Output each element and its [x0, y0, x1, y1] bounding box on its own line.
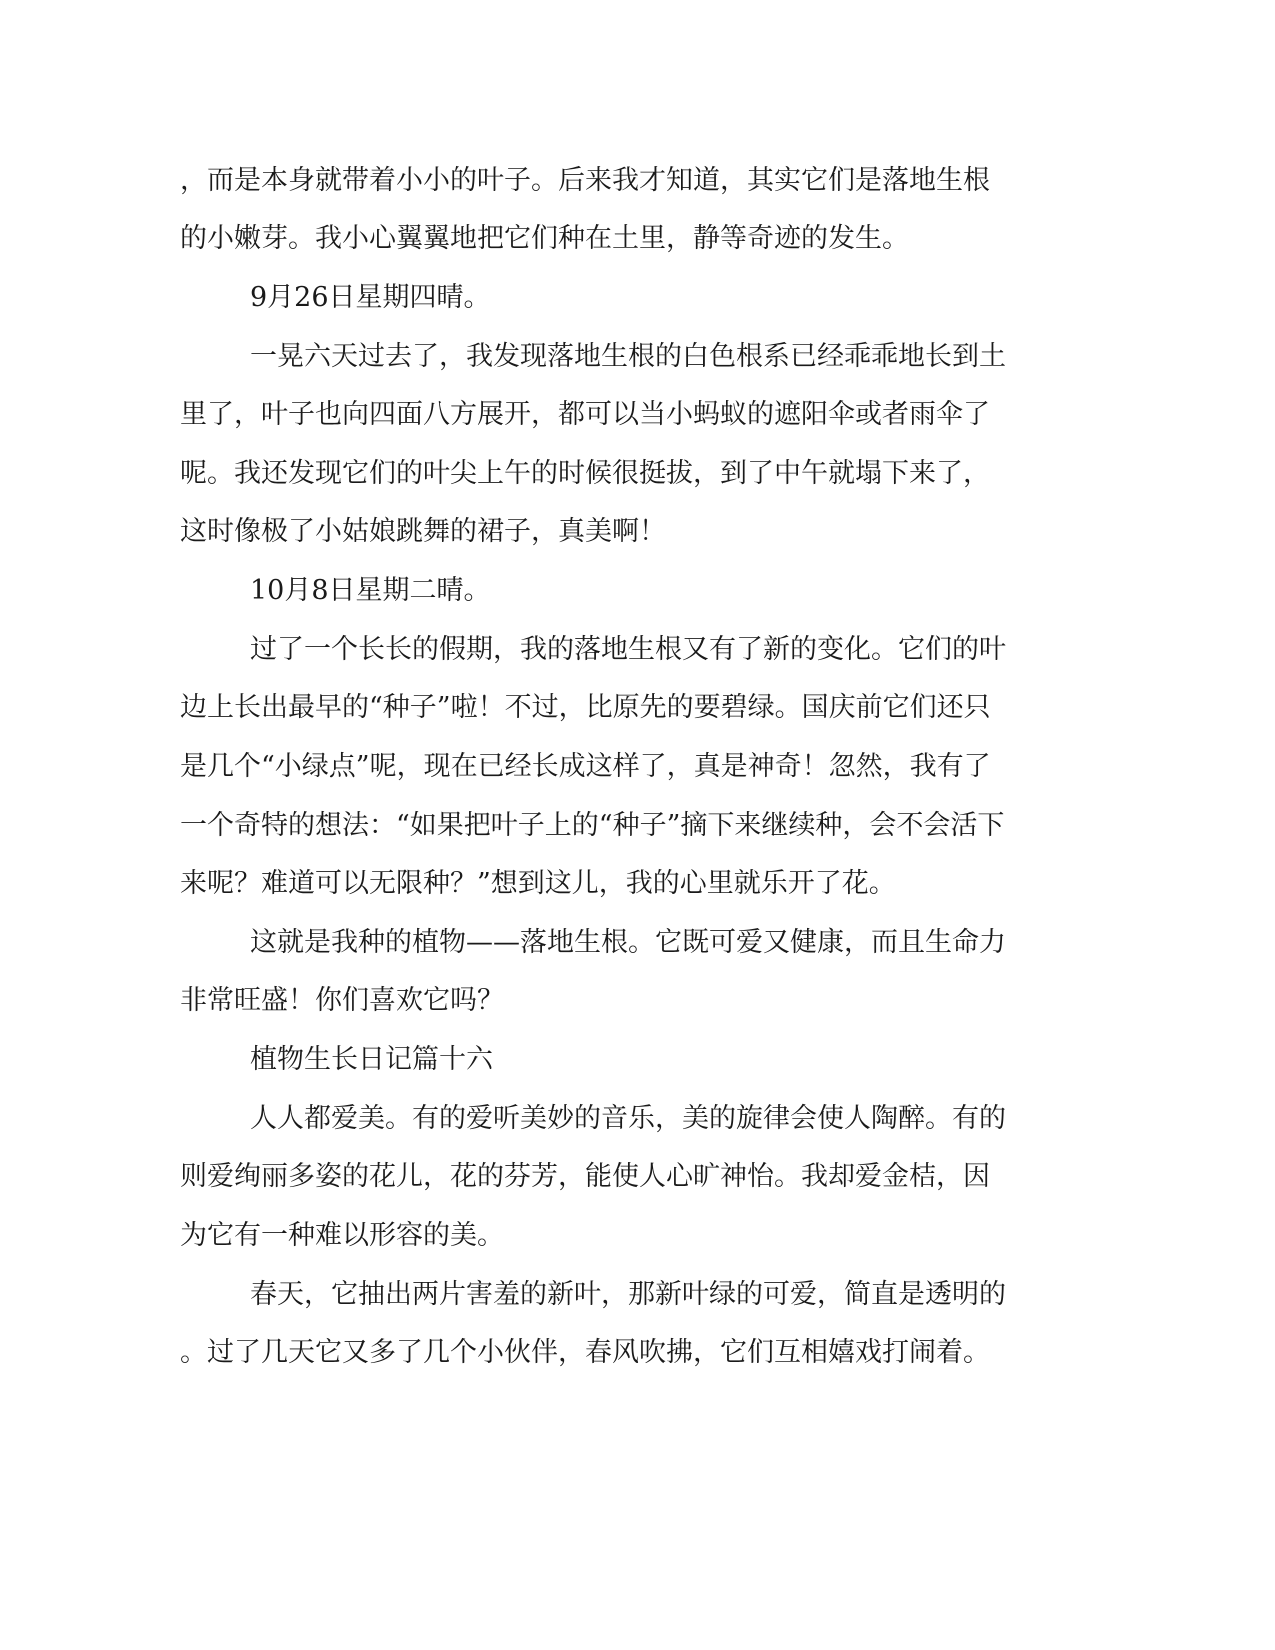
paragraph-line: ，而是本身就带着小小的叶子。后来我才知道，其实它们是落地生根 [180, 165, 990, 196]
paragraph-line: 里了，叶子也向四面八方展开，都可以当小蚂蚁的遮阳伞或者雨伞了 [180, 399, 990, 430]
paragraph-line: 春天，它抽出两片害羞的新叶，那新叶绿的可爱，简直是透明的 [250, 1279, 1006, 1310]
paragraph-line: 为它有一种难以形容的美。 [180, 1220, 504, 1251]
section-heading: 植物生长日记篇十六 [250, 1044, 493, 1075]
paragraph-line: 这就是我种的植物——落地生根。它既可爱又健康，而且生命力 [250, 927, 1006, 958]
paragraph-line: 边上长出最早的“种子”啦！不过，比原先的要碧绿。国庆前它们还只 [180, 692, 991, 723]
paragraph-line: 呢。我还发现它们的叶尖上午的时候很挺拔，到了中午就塌下来了， [180, 458, 990, 489]
paragraph-line: 来呢？难道可以无限种？”想到这儿，我的心里就乐开了花。 [180, 868, 896, 899]
paragraph-line: 则爱绚丽多姿的花儿，花的芬芳，能使人心旷神怡。我却爱金桔，因 [180, 1161, 990, 1192]
paragraph-line: 人人都爱美。有的爱听美妙的音乐，美的旋律会使人陶醉。有的 [250, 1103, 1006, 1134]
paragraph-line: 这时像极了小姑娘跳舞的裙子，真美啊！ [180, 516, 666, 547]
paragraph-line: 非常旺盛！你们喜欢它吗？ [180, 985, 504, 1016]
diary-date-heading: 9月26日星期四晴。 [250, 282, 491, 313]
paragraph-line: 。过了几天它又多了几个小伙伴，春风吹拂，它们互相嬉戏打闹着。 [180, 1337, 990, 1368]
paragraph-line: 是几个“小绿点”呢，现在已经长成这样了，真是神奇！忽然，我有了 [180, 751, 991, 782]
diary-date-heading: 10月8日星期二晴。 [250, 575, 491, 606]
paragraph-line: 的小嫩芽。我小心翼翼地把它们种在土里，静等奇迹的发生。 [180, 223, 909, 254]
paragraph-line: 一个奇特的想法：“如果把叶子上的“种子”摘下来继续种，会不会活下 [180, 810, 1005, 841]
paragraph-line: 一晃六天过去了，我发现落地生根的白色根系已经乖乖地长到土 [250, 341, 1006, 372]
paragraph-line: 过了一个长长的假期，我的落地生根又有了新的变化。它们的叶 [250, 634, 1006, 665]
